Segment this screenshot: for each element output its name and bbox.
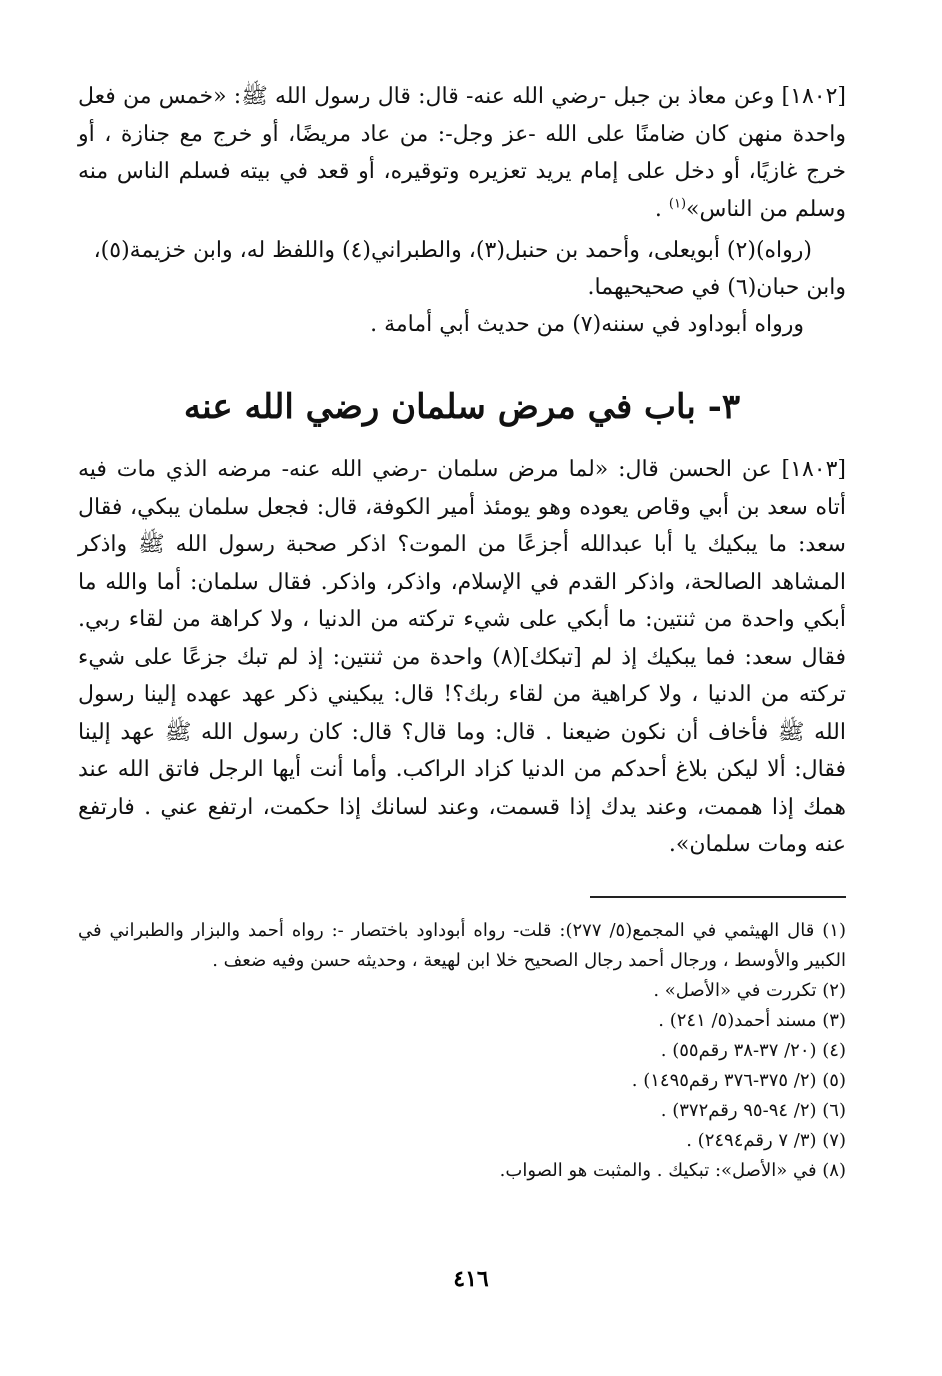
- hadith-1802-text: [١٨٠٢] وعن معاذ بن جبل -رضي الله عنه- قال: قال رسول الله ﷺ: «خمس من فعل واحدة منهن كان ضامنًا على الله -عز وجل-: من عاد مريضًا، أو خرج مع جنازة ، أو خرج غازيًا، أو دخل على إمام يريد تعزيره وتوقيره، أو قعد في بيته فسلم الناس منه وسلم من الناس»: [78, 84, 846, 222]
- hadith-1803: [١٨٠٣] عن الحسن قال: «لما مرض سلمان -رضي الله عنه- مرضه الذي مات فيه أتاه سعد بن أبي وقاص يعوده وهو يومئذ أمير الكوفة، قال: فجعل سلمان يبكي، فقال سعد: ما يبكيك يا أبا عبدالله أجزعًا من الموت؟ اذكر صحبة رسول الله ﷺ واذكر المشاهد الصالحة، واذكر القدم في الإسلام، واذكر، واذكر. فقال سلمان: أما والله ما أبكي واحدة من ثنتين: ما أبكي على شيء تركته من الدنيا ، ولا كراهة من لقاء ربي. فقال سعد: فما يبكيك إذ لم [تبكك](٨) واحدة من ثنتين: إذ لم تبك جزعًا على شيء تركته من الدنيا ، ولا كراهية من لقاء ربك؟! قال: يبكيني ذكر عهد عهده إلينا رسول الله ﷺ فأخاف أن نكون ضيعنا . قال: وما قال؟ قال: كان رسول الله ﷺ عهد إلينا فقال: ألا ليكن بلاغ أحدكم من الدنيا كزاد الراكب. وأما أنت أيها الرجل فاتق الله عند همك إذا هممت، وعند يدك إذا قسمت، وعند لسانك إذا حكمت، ارتفع عني . فارتفع عنه ومات سلمان».: [78, 457, 846, 857]
- attribution-line: وابن حبان(٦) في صحيحيهما.: [587, 275, 846, 300]
- page-body: [78, 78, 846, 1186]
- footnote-item: (٤) (٢٠/ ٣٧-٣٨ رقم٥٥) .: [660, 1039, 846, 1061]
- attribution-line: (رواه)(٢) أبويعلى، وأحمد بن حنبل(٣)، والطبراني(٤) واللفظ له، وابن خزيمة(٥)،: [93, 238, 812, 263]
- footnotes: [78, 916, 846, 1186]
- footnote-item: (٢) تكررت في «الأصل» .: [653, 979, 846, 1001]
- attribution-line: ورواه أبوداود في سننه(٧) من حديث أبي أمامة .: [370, 312, 804, 337]
- footnote-item: (٥) (٢/ ٣٧٥-٣٧٦ رقم١٤٩٥) .: [631, 1069, 846, 1091]
- footnote-divider: [590, 896, 846, 898]
- attribution-1802: [78, 232, 846, 343]
- footnote-item: (٣) مسند أحمد(٥/ ٢٤١) .: [658, 1009, 846, 1031]
- footnote-item: (٧) (٣/ ٧ رقم٢٤٩٤) .: [686, 1129, 846, 1151]
- section-heading: ٣- باب في مرض سلمان رضي الله عنه: [183, 387, 741, 427]
- footnote-item: (٨) في «الأصل»: تبكيك . والمثبت هو الصواب.: [499, 1159, 846, 1181]
- hadith-1802: [١٨٠٢] وعن معاذ بن جبل -رضي الله عنه- قال: قال رسول الله ﷺ: «خمس من فعل واحدة منهن كان ضامنًا على الله -عز وجل-: من عاد مريضًا، أو خرج مع جنازة ، أو خرج غازيًا، أو دخل على إمام يريد تعزيره وتوقيره، أو قعد في بيته فسلم الناس منه وسلم من الناس»$^{(١)}$ .: [78, 84, 846, 222]
- footnote-item: (١) قال الهيثمي في المجمع(٥/ ٢٧٧): قلت- رواه أبوداود باختصار -: رواه أحمد والبزار والطبراني في الكبير والأوسط ، ورجال أحمد رجال الصحيح خلا ابن لهيعة ، وحديثه حسن وفيه ضعف .: [78, 919, 846, 971]
- footnote-ref: (١): [668, 196, 687, 212]
- footnote-item: (٦) (٢/ ٩٤-٩٥ رقم٣٧٢) .: [660, 1099, 846, 1121]
- page-number: ٤١٦: [453, 1266, 489, 1292]
